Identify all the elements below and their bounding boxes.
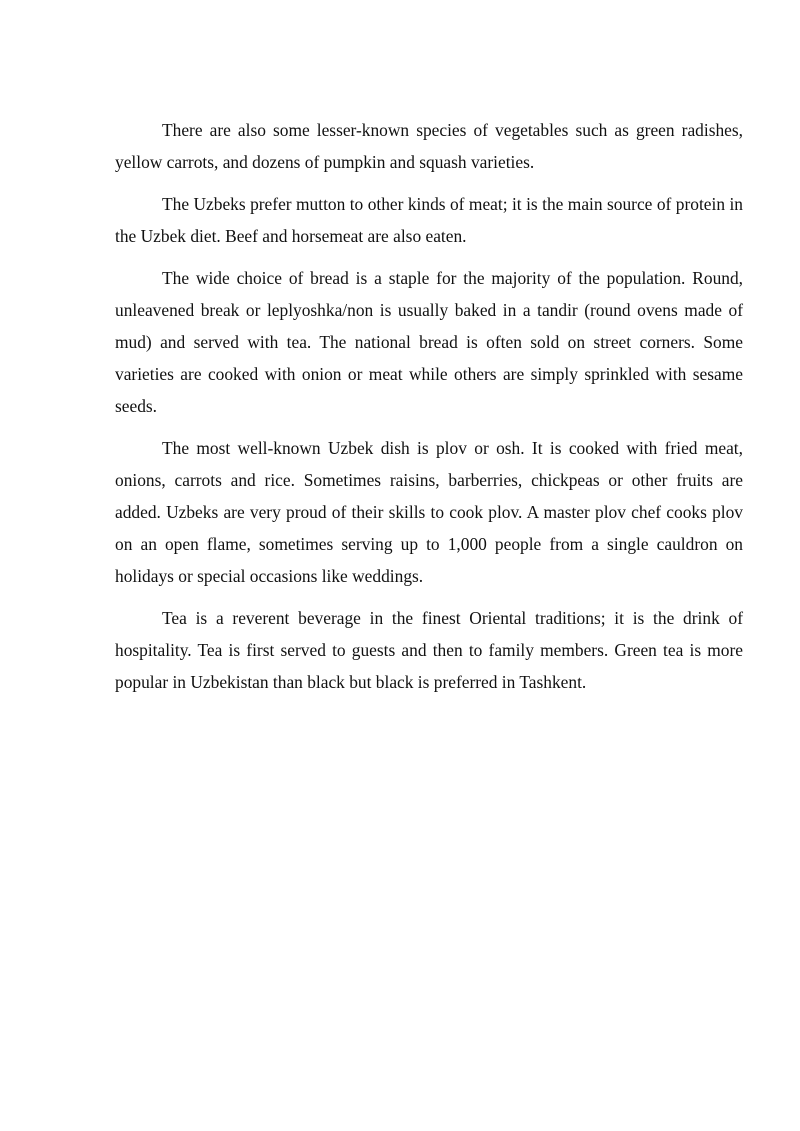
- paragraph-bread: The wide choice of bread is a staple for the majority of the population. Round, unleavened break or leplyoshka/non is usually baked in a tandir (round ovens made of mud) and served with tea. The national bread is often sold on street corners. Some varieties are cooked with onion or meat while others are simply sprinkled with sesame seeds.: [115, 268, 743, 416]
- document-body: [115, 114, 743, 708]
- paragraph-vegetables: There are also some lesser-known species of vegetables such as green radishes, yellow carrots, and dozens of pumpkin and squash varieties.: [115, 120, 743, 172]
- paragraph-meat: The Uzbeks prefer mutton to other kinds of meat; it is the main source of protein in the Uzbek diet. Beef and horsemeat are also eaten.: [115, 194, 743, 246]
- paragraph-tea: Tea is a reverent beverage in the finest Oriental traditions; it is the drink of hospitality. Tea is first served to guests and then to family members. Green tea is more popular in Uzbekistan than black but black is preferred in Tashkent.: [115, 608, 743, 692]
- paragraph-plov: The most well-known Uzbek dish is plov or osh. It is cooked with fried meat, onions, carrots and rice. Sometimes raisins, barberries, chickpeas or other fruits are added. Uzbeks are very proud of their skills to cook plov. A master plov chef cooks plov on an open flame, sometimes serving up to 1,000 people from a single cauldron on holidays or special occasions like weddings.: [115, 438, 743, 586]
